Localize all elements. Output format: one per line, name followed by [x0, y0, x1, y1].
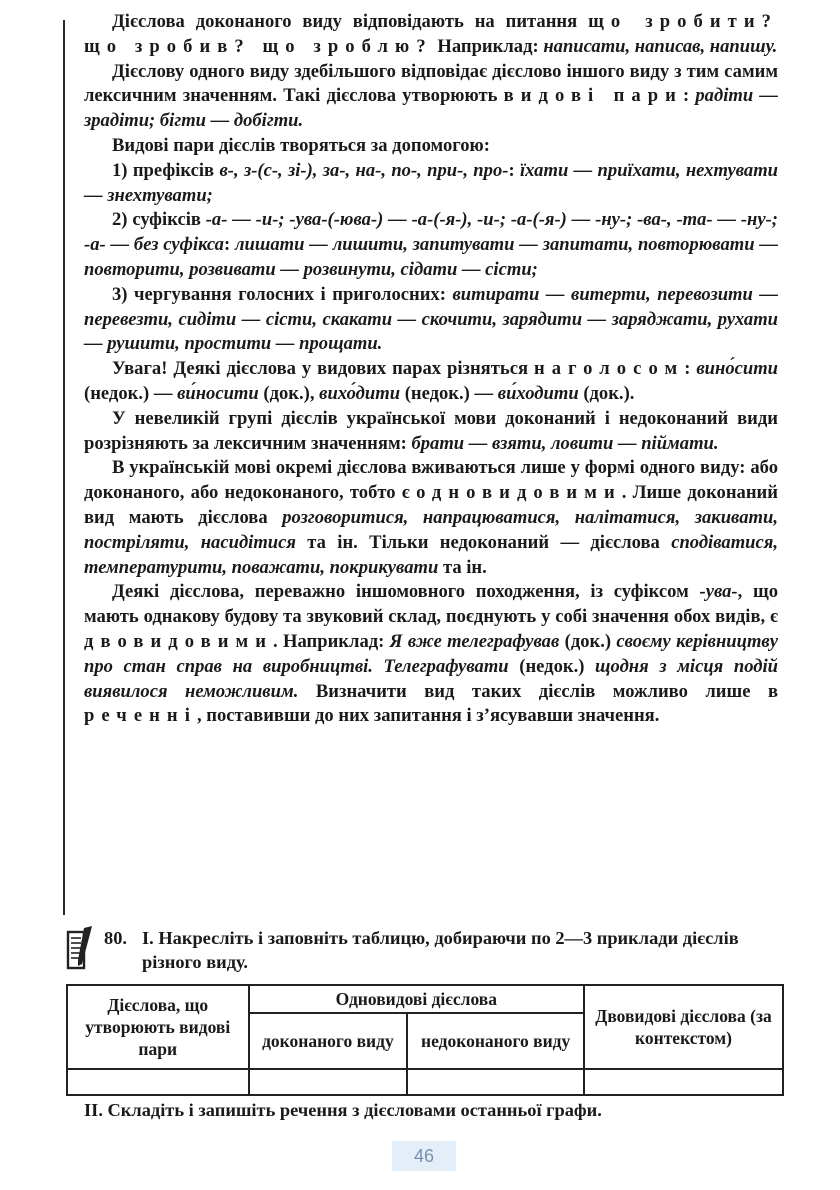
table-header-pairs: Дієслова, що утворюють видові пари: [67, 985, 249, 1069]
p1-example: написати, написав, напишу.: [543, 35, 778, 57]
p6-text: 3) чергування голосних і приголосних:: [112, 283, 453, 305]
p10-text-5: , поставивши до них запитання і з’ясувавши значення.: [196, 705, 660, 727]
p7-ex2: ви́носити: [177, 382, 259, 404]
table-cell[interactable]: [407, 1069, 584, 1095]
p2-colon: :: [682, 85, 696, 107]
p7-spaced-term: наголосом: [533, 358, 685, 380]
p9-example-2: сподіватися, температурити, поважати, покрикувати: [84, 531, 778, 578]
p5-colon: :: [223, 234, 235, 256]
paragraph-3: Видові пари дієслів творяться за допомогою:: [112, 134, 490, 156]
p7-note3: (недок.) —: [400, 382, 498, 404]
p7-attention: Увага!: [112, 358, 168, 380]
paragraph-9: [84, 456, 778, 580]
paragraph-7: [84, 357, 778, 407]
exercise-instruction: І. Накресліть і заповніть таблицю, добираючи по 2—3 приклади дієслів різного виду.: [142, 928, 739, 972]
p10-text: Деякі дієслова, переважно іншомовного походження, із суфіксом: [112, 581, 700, 603]
table-cell[interactable]: [67, 1069, 249, 1095]
p10-ex2: своєму керівництву про стан справ на виробництві. Телеграфувати: [84, 630, 778, 677]
table-cell[interactable]: [584, 1069, 783, 1095]
p2-example: радіти — зрадіти; бігти — добігти.: [84, 85, 778, 132]
p7-colon: :: [684, 358, 697, 380]
paragraph-2: [84, 60, 778, 134]
paragraph-1: [84, 10, 778, 60]
p9-text-2: . Лише доконаний вид мають дієслова: [84, 482, 778, 528]
p2-text: Дієслову одного виду здебільшого відповідає дієслово іншого виду з тим самим лексичним значенням. Такі дієслова утворюють: [84, 60, 778, 107]
p7-note2: (док.),: [258, 382, 320, 404]
p10-note2: (недок.): [508, 655, 596, 677]
paragraph-10: [84, 580, 778, 729]
p5-example: лишати — лишити, запитувати — запитати, повторювати — повторити, розвивати — розвинути, сідати — сісти;: [84, 234, 779, 280]
p10-text-3: . Наприклад:: [273, 630, 390, 652]
p10-spaced-term: двовидовими: [84, 630, 274, 652]
p7-ex4: ви́ходити: [497, 382, 579, 404]
theory-text: [84, 10, 778, 729]
p10-note1: (док.): [559, 630, 617, 652]
p10-ex1: Я вже телеграфував: [389, 630, 560, 652]
page-number: 46: [392, 1141, 456, 1171]
p9-text-4: та ін.: [438, 556, 487, 578]
paragraph-8: [84, 407, 778, 457]
table-header-perfective: доконаного виду: [249, 1013, 408, 1069]
p1-spaced-questions: що зробити? що зробив? що зроблю?: [84, 11, 779, 57]
p6-example: витирати — витерти, перевозити — перевезти, сидіти — сісти, скакати — скочити, зарядити — заряджати, рухати — рушити, простити — прощати.: [84, 283, 778, 355]
p4-example: їхати — приїхати, нехтувати — знехтувати;: [84, 159, 779, 206]
p5-text: 2) суфіксів: [112, 209, 206, 231]
exercise-table: [66, 984, 784, 1096]
p4-colon: :: [508, 159, 520, 181]
p5-suffixes: -а- — -и-; -ува-(-юва-) — -а-(-я-), -и-; -а-(-я-) — -ну-; -ва-, -та- — -ну-; -а- — без суфікса: [84, 209, 778, 256]
table-header-one-aspect: Одновидові дієслова: [249, 985, 585, 1013]
exercise-80: [70, 926, 780, 974]
p2-spaced-term: видові пари: [503, 85, 683, 107]
table-cell[interactable]: [249, 1069, 408, 1095]
p10-ex3: щодня з місця подій виявилося неможливим.: [84, 655, 778, 702]
paragraph-4: [84, 159, 778, 209]
p7-ex3: вихо́дити: [319, 382, 401, 404]
task-2: ІІ. Складіть і запишіть речення з дієсловами останньої графи.: [84, 1100, 602, 1120]
p9-text: В українській мові окремі дієслова вживаються лише у формі одного виду: або доконаного, або недоконаного, тобто є: [84, 457, 778, 504]
p10-suffix: -ува-: [699, 581, 738, 603]
exercise-number: 80.: [104, 928, 127, 948]
p10-text-4: Визначити вид таких дієслів можливо лише в: [298, 680, 778, 702]
p8-example: брати — взяти, ловити — піймати.: [411, 432, 719, 454]
p7-ex1: вино́сити: [696, 358, 779, 380]
p8-text: У невеликій групі дієслів української мови доконаний і недоконаний види розрізняють за лексичним значенням:: [84, 407, 778, 454]
p10-spaced-term-2: реченні: [84, 705, 197, 727]
pencil-notebook-icon: [62, 924, 96, 972]
p4-prefixes: в-, з-(с-, зі-), за-, на-, по-, при-, про-: [219, 159, 509, 181]
margin-rule: [63, 20, 65, 915]
p7-note1: (недок.) —: [84, 382, 178, 404]
p7-text: Деякі дієслова у видових парах різняться: [167, 358, 534, 380]
p9-text-3: та ін. Тільки недоконаний — дієслова: [295, 531, 672, 553]
p1-text-2: Наприклад:: [432, 35, 544, 57]
p9-example-1: розговоритися, напрацюватися, налітатися, закивати, постріляти, насидітися: [84, 506, 778, 553]
paragraph-6: [84, 283, 778, 357]
p9-spaced-term: одновидовими: [416, 482, 622, 504]
table-header-two-aspect: Двовидові дієслова (за контекстом): [584, 985, 783, 1069]
p4-text: 1) префіксів: [112, 159, 220, 181]
p7-note4: (док.).: [578, 382, 635, 404]
table-header-imperfective: недоконаного виду: [407, 1013, 584, 1069]
p10-text-2: , що мають однакову будову та звуковий склад, поєднують у собі значення обох видів, є: [84, 581, 779, 628]
p1-text: Дієслова доконаного виду відповідають на питання: [112, 11, 589, 32]
paragraph-5: [84, 208, 778, 282]
